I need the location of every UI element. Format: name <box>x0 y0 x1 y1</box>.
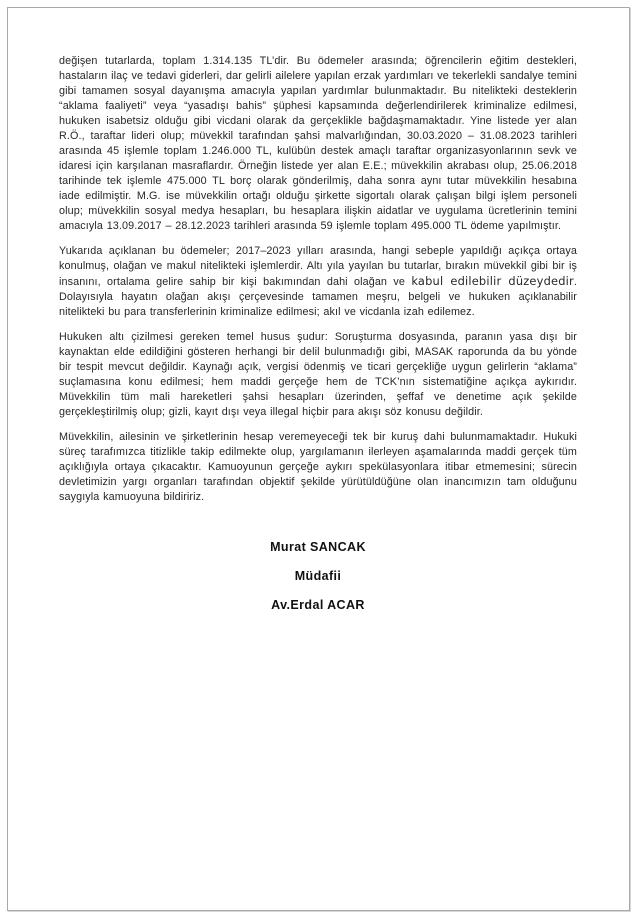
signatory-name: Murat SANCAK <box>270 540 366 554</box>
document-body <box>8 8 629 612</box>
paragraph-closing-statement: Müvekkilin, ailesinin ve şirketlerinin hesap veremeyeceği tek bir kuruş dahi bulunmamaktadır. Hukuki süreç tarafımızca titizlikle takip edilmekte olup, yargılamanın ilerleyen aşamalarında maddi gerçek tüm açıklığıyla ortaya çıkacaktır. Kamuoyunun gerçeğe aykırı spekülasyonlara itibar etmemesini; sürecin devletimizin yargı organları tarafından objektif şekilde yürütüldüğüne olan inancımızın tam olduğunu saygıyla kamuoyuna bildiririz. <box>59 431 577 503</box>
paragraph-reasonableness-lead: Yukarıda açıklanan bu ödemeler; 2017–2023 yılları arasında, hangi sebeple yapıldığı açıkça ortaya konulmuş, olağan ve makul nitelikteki işlemlerdir. Altı yıla yayılan bu tutarlar, bırakın müvekkil gibi bir iş insanını, ortalama gelire sahip bir kişi bakımından dahi olağan ve <box>59 245 577 288</box>
paragraph-reasonableness-tail: . Dolayısıyla hayatın olağan akışı çerçevesinde tamamen meşru, belgeli ve hukuken açıklanabilir nitelikteki bu para transferlerinin kriminalize edilmesi; akıl ve vicdanla izah edilemez. <box>59 276 577 318</box>
paragraph-legal-argument: Hukuken altı çizilmesi gereken temel husus şudur: Soruşturma dosyasında, paranın yasa dışı bir kaynaktan elde edildiğini gösteren herhangi bir delil bulunmadığı gibi, MASAK raporunda da bu yönde bir tespit mevcut değildir. Kaynağı açık, vergisi ödenmiş ve ticari gerçekliğe uygun gelirlerin “aklama” suçlamasına konu edilmesi; hem maddi gerçeğe hem de TCK’nın sistematiğine açıkça aykırıdır. Müvekkilin tüm mali hareketleri şahsi hesapları üzerinden, şeffaf ve denetime açık şekilde gerçekleştirilmiş olup; gizli, kayıt dışı veya illegal hiçbir para akışı söz konusu değildir. <box>59 331 577 418</box>
signatory-attorney: Av.Erdal ACAR <box>271 598 365 612</box>
document-page <box>7 7 630 911</box>
signature-block <box>59 541 577 612</box>
paragraph-payment-details: değişen tutarlarda, toplam 1.314.135 TL’dir. Bu ödemeler arasında; öğrencilerin eğitim destekleri, hastaların ilaç ve tedavi giderleri, dar gelirli ailelere yapılan erzak yardımları ve tekerlekli sandalye temini gibi tamamen sosyal dayanışma amacıyla yapılan yardımlar bulunmaktadır. Bu nitelikteki desteklerin “aklama faaliyeti” veya “yasadışı bahis” şüphesi kapsamında değerlendirilerek kriminalize edilmesi, hukuken isabetsiz olduğu gibi vicdani olarak da gerçeklikle bağdaşmamaktadır. Yine listede yer alan R.Ö., taraftar lideri olup; müvekkil tarafından şahsi malvarlığından, 30.03.2020 – 31.08.2023 tarihleri arasında 45 işlemle toplam 1.246.000 TL, kulübün destek amaçlı taraftar organizasyonlarının sevk ve idaresi için karşılanan masraflardır. Örneğin listede yer alan E.E.; müvekkilin akrabası olup, 25.06.2018 tarihinde tek işlemle 475.000 TL borç olarak gönderilmiş, daha sonra aynı tutar müvekkilin hesabına iade edilmiştir. M.G. ise müvekkilin ortağı olduğu şirkette sigortalı olarak çalışan bilgi işlem personeli olup; müvekkilin sosyal medya hesapları, bu hesaplara ilişkin aidatlar ve uygulama ücretlerinin temini amacıyla 13.09.2017 – 28.12.2023 tarihleri arasında 59 işlemle toplam 495.000 TL ödeme yapılmıştır. <box>59 55 577 232</box>
paragraph-reasonableness <box>59 244 577 320</box>
signatory-role: Müdafii <box>294 569 342 583</box>
paragraph-reasonableness-emphasis: kabul edilebilir düzeydedir <box>411 274 574 288</box>
